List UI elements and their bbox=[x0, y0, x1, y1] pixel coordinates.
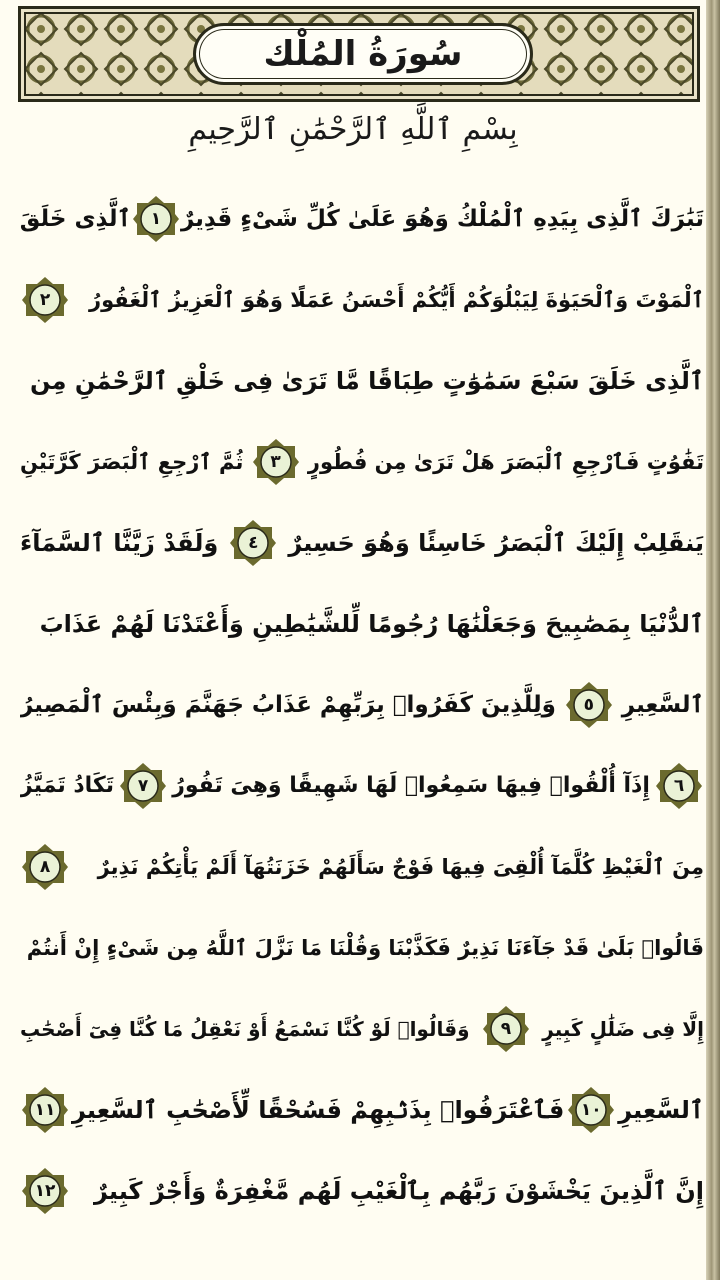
ayah-number-marker[interactable] bbox=[654, 761, 704, 811]
verse-line bbox=[20, 826, 704, 907]
ayah-number: ٩ bbox=[500, 1018, 512, 1039]
verse-text[interactable]: ٱلدُّنْيَا بِمَصَٰبِيحَ وَجَعَلْنَٰهَا رُجُومًا لِّلشَّيَٰطِينِ وَأَعْتَدْنَا لَهُمْ عَذَابَ bbox=[39, 609, 704, 638]
surah-header-frame bbox=[18, 6, 700, 102]
ayah-number: ٤ bbox=[248, 532, 259, 553]
ayah-number-marker[interactable] bbox=[566, 1085, 616, 1135]
ayah-number: ١١ bbox=[34, 1099, 56, 1120]
verse-text[interactable]: ٱلَّذِى خَلَقَ bbox=[20, 205, 131, 232]
page-edge bbox=[706, 0, 720, 1280]
verse-line bbox=[20, 421, 704, 502]
ayah-number-marker[interactable] bbox=[20, 1085, 70, 1135]
verse-line bbox=[20, 1150, 704, 1231]
verse-text[interactable]: ٱلْمَوْتَ وَٱلْحَيَوٰةَ لِيَبْلُوَكُمْ أَيُّكُمْ أَحْسَنُ عَمَلًا وَهُوَ ٱلْعَزِيزُ ٱلْغَفُورُ bbox=[89, 287, 704, 312]
ayah-number-marker[interactable] bbox=[20, 1166, 70, 1216]
verses-block bbox=[20, 178, 704, 1231]
verse-text[interactable]: ثُمَّ ٱرْجِعِ ٱلْبَصَرَ كَرَّتَيْنِ bbox=[20, 449, 244, 474]
verse-text[interactable]: إِذَآ أُلْقُوا۟ فِيهَا سَمِعُوا۟ لَهَا شَهِيقًا وَهِىَ تَفُورُ bbox=[172, 773, 650, 798]
ayah-number: ٧ bbox=[137, 775, 149, 796]
ayah-number: ٥ bbox=[583, 694, 595, 715]
ayah-number: ١٠ bbox=[580, 1099, 602, 1120]
verse-text[interactable]: وَلَقَدْ زَيَّنَّا ٱلسَّمَآءَ bbox=[20, 528, 219, 557]
verse-text[interactable]: ٱلَّذِى خَلَقَ سَبْعَ سَمَٰوَٰتٍ طِبَاقًا مَّا تَرَىٰ فِى خَلْقِ ٱلرَّحْمَٰنِ مِن bbox=[30, 366, 704, 395]
ayah-number: ٣ bbox=[270, 451, 281, 472]
verse-text[interactable]: ٱلسَّعِيرِ bbox=[618, 1095, 704, 1124]
ayah-number-marker[interactable] bbox=[481, 1004, 531, 1054]
surah-title-cartouche bbox=[193, 23, 533, 85]
ayah-number: ١ bbox=[150, 208, 162, 229]
ayah-number-marker[interactable] bbox=[20, 275, 70, 325]
ayah-number-marker[interactable] bbox=[20, 842, 70, 892]
verse-text[interactable]: ٱلسَّعِيرِ bbox=[621, 691, 704, 718]
ayah-number-marker[interactable] bbox=[251, 437, 301, 487]
verse-line bbox=[20, 988, 704, 1069]
verse-text[interactable]: وَلِلَّذِينَ كَفَرُوا۟ بِرَبِّهِمْ عَذَابُ جَهَنَّمَ وَبِئْسَ ٱلْمَصِيرُ bbox=[20, 691, 556, 718]
ayah-number: ٢ bbox=[39, 289, 51, 310]
ayah-number: ١٢ bbox=[34, 1180, 56, 1201]
verse-text[interactable]: إِلَّا فِى ضَلَٰلٍ كَبِيرٍ bbox=[542, 1016, 704, 1041]
verse-text[interactable]: تَكَادُ تَمَيَّزُ bbox=[20, 773, 114, 798]
verse-line bbox=[20, 1069, 704, 1150]
ayah-number-marker[interactable] bbox=[228, 518, 278, 568]
verse-line bbox=[20, 340, 704, 421]
verse-text[interactable]: وَقَالُوا۟ لَوْ كُنَّا نَسْمَعُ أَوْ نَعْقِلُ مَا كُنَّا فِىٓ أَصْحَٰبِ bbox=[20, 1016, 470, 1041]
verse-line bbox=[20, 907, 704, 988]
verse-line bbox=[20, 502, 704, 583]
basmala: بِسْمِ ٱللَّهِ ٱلرَّحْمَٰنِ ٱلرَّحِيمِ bbox=[188, 112, 518, 147]
verse-text[interactable]: مِنَ ٱلْغَيْظِ كُلَّمَآ أُلْقِىَ فِيهَا فَوْجٌ سَأَلَهُمْ خَزَنَتُهَآ أَلَمْ يَأْتِكُمْ نَذِيرٌ bbox=[97, 854, 704, 879]
surah-title: سُورَةُ المُلْك bbox=[263, 34, 463, 74]
verse-line bbox=[20, 259, 704, 340]
ayah-number: ٨ bbox=[39, 856, 51, 877]
verse-text[interactable]: إِنَّ ٱلَّذِينَ يَخْشَوْنَ رَبَّهُم بِٱلْغَيْبِ لَهُم مَّغْفِرَةٌ وَأَجْرٌ كَبِيرٌ bbox=[94, 1176, 704, 1205]
ayah-number-marker[interactable] bbox=[118, 761, 168, 811]
verse-text[interactable]: يَنقَلِبْ إِلَيْكَ ٱلْبَصَرُ خَاسِئًا وَهُوَ حَسِيرٌ bbox=[288, 528, 704, 557]
verse-line bbox=[20, 745, 704, 826]
ayah-number-marker[interactable] bbox=[131, 194, 181, 244]
verse-text[interactable]: تَبَٰرَكَ ٱلَّذِى بِيَدِهِ ٱلْمُلْكُ وَهُوَ عَلَىٰ كُلِّ شَىْءٍ قَدِيرٌ bbox=[180, 205, 704, 232]
ayah-number-marker[interactable] bbox=[564, 680, 614, 730]
ayah-number: ٦ bbox=[673, 775, 685, 796]
verse-text[interactable]: فَٱعْتَرَفُوا۟ بِذَنۢبِهِمْ فَسُحْقًا لِّأَصْحَٰبِ ٱلسَّعِيرِ bbox=[71, 1095, 565, 1124]
verse-text[interactable]: قَالُوا۟ بَلَىٰ قَدْ جَآءَنَا نَذِيرٌ فَكَذَّبْنَا وَقُلْنَا مَا نَزَّلَ ٱللَّهُ مِن شَىْءٍ إِنْ أَنتُمْ bbox=[26, 935, 704, 960]
verse-line bbox=[20, 178, 704, 259]
verse-line bbox=[20, 583, 704, 664]
verse-line bbox=[20, 664, 704, 745]
verse-text[interactable]: تَفَٰوُتٍ فَٱرْجِعِ ٱلْبَصَرَ هَلْ تَرَىٰ مِن فُطُورٍ bbox=[307, 449, 704, 474]
